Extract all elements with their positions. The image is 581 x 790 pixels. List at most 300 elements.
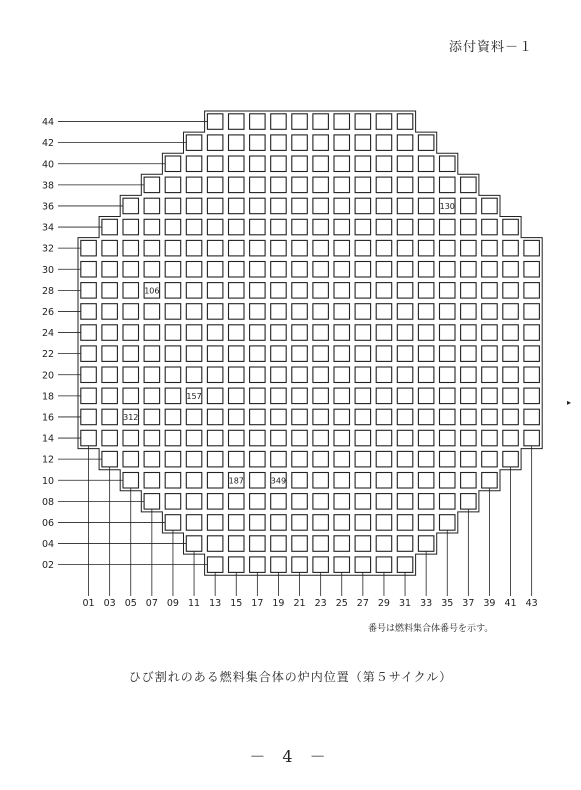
fuel-assembly (229, 515, 245, 531)
fuel-assembly (397, 240, 413, 256)
column-label: 09 (166, 598, 179, 609)
fuel-assembly (81, 240, 97, 256)
column-label: 39 (483, 598, 496, 609)
fuel-assembly (123, 346, 139, 362)
fuel-assembly (503, 388, 519, 404)
fuel-assembly (397, 388, 413, 404)
fuel-assembly (376, 515, 392, 531)
fuel-assembly (165, 388, 181, 404)
fuel-assembly (81, 325, 97, 341)
fuel-assembly (334, 515, 350, 531)
fuel-assembly (397, 346, 413, 362)
fuel-assembly (440, 388, 456, 404)
fuel-assembly (271, 388, 287, 404)
row-label: 22 (42, 349, 55, 361)
fuel-assembly (250, 494, 266, 510)
fuel-assembly (418, 240, 434, 256)
column-label: 15 (230, 598, 243, 609)
fuel-assembly (418, 536, 434, 552)
fuel-assembly (207, 494, 223, 510)
fuel-assembly (355, 409, 371, 425)
row-label: 24 (42, 328, 55, 340)
fuel-assembly (355, 304, 371, 320)
fuel-assembly (397, 494, 413, 510)
fuel-assembly (165, 304, 181, 320)
fuel-assembly (81, 262, 97, 278)
fuel-assembly (292, 536, 308, 552)
fuel-assembly (313, 114, 329, 130)
fuel-assembly (461, 473, 477, 489)
row-label: 20 (42, 370, 55, 382)
fuel-assembly (313, 219, 329, 235)
fuel-assembly (376, 283, 392, 299)
row-label: 38 (42, 180, 55, 192)
fuel-assembly (123, 367, 139, 383)
fuel-assembly (123, 283, 139, 299)
fuel-assembly (292, 198, 308, 214)
fuel-assembly (292, 494, 308, 510)
fuel-assembly (418, 367, 434, 383)
fuel-assembly (334, 367, 350, 383)
fuel-assembly (376, 177, 392, 193)
fuel-assembly (271, 198, 287, 214)
row-label: 02 (42, 560, 55, 572)
fuel-assembly (482, 262, 498, 278)
fuel-assembly (376, 409, 392, 425)
fuel-assembly (271, 219, 287, 235)
fuel-assembly (207, 536, 223, 552)
fuel-assembly (123, 304, 139, 320)
fuel-assembly (461, 325, 477, 341)
fuel-assembly (524, 388, 540, 404)
fuel-assembly (313, 304, 329, 320)
fuel-assembly (186, 409, 202, 425)
fuel-assembly (440, 219, 456, 235)
fuel-assembly (503, 219, 519, 235)
fuel-assembly (355, 219, 371, 235)
fuel-assembly (292, 515, 308, 531)
fuel-assembly (123, 430, 139, 446)
fuel-assembly (292, 557, 308, 573)
column-label: 37 (462, 598, 475, 609)
fuel-assembly (397, 283, 413, 299)
fuel-assembly (229, 283, 245, 299)
fuel-assembly (250, 325, 266, 341)
fuel-assembly (271, 557, 287, 573)
fuel-assembly (418, 325, 434, 341)
fuel-assembly (292, 304, 308, 320)
fuel-assembly (334, 325, 350, 341)
fuel-assembly (355, 430, 371, 446)
fuel-assembly (292, 240, 308, 256)
fuel-assembly (440, 156, 456, 172)
fuel-assembly (250, 283, 266, 299)
cracked-assembly-number: 106 (144, 286, 160, 296)
fuel-assembly (207, 304, 223, 320)
row-label: 44 (42, 117, 55, 129)
fuel-assembly (186, 367, 202, 383)
fuel-assembly (102, 451, 118, 467)
fuel-assembly (418, 515, 434, 531)
fuel-assembly (250, 114, 266, 130)
fuel-assembly (123, 473, 139, 489)
fuel-assembly (102, 388, 118, 404)
fuel-assembly (461, 494, 477, 510)
fuel-assembly (418, 219, 434, 235)
fuel-assembly (334, 177, 350, 193)
column-label: 13 (209, 598, 222, 609)
fuel-assembly (250, 262, 266, 278)
fuel-assembly (313, 430, 329, 446)
fuel-assembly (397, 325, 413, 341)
fuel-assembly (186, 494, 202, 510)
fuel-assembly (207, 430, 223, 446)
fuel-assembly (207, 177, 223, 193)
note-text: 番号は燃料集合体番号を示す。 (368, 624, 494, 634)
fuel-assembly (440, 177, 456, 193)
fuel-assembly (165, 473, 181, 489)
fuel-assembly (81, 430, 97, 446)
fuel-assembly (229, 494, 245, 510)
fuel-assembly (397, 262, 413, 278)
fuel-assembly (355, 494, 371, 510)
fuel-assembly (355, 283, 371, 299)
fuel-assembly (144, 304, 160, 320)
fuel-assembly (144, 325, 160, 341)
fuel-assembly (376, 114, 392, 130)
row-label: 40 (42, 159, 55, 171)
fuel-assembly (440, 409, 456, 425)
fuel-assembly (250, 135, 266, 151)
fuel-assembly (186, 451, 202, 467)
fuel-assembly (144, 430, 160, 446)
fuel-assembly (144, 473, 160, 489)
fuel-assembly (313, 135, 329, 151)
fuel-assembly (397, 367, 413, 383)
fuel-assembly (313, 557, 329, 573)
fuel-assembly (440, 325, 456, 341)
fuel-assembly (81, 409, 97, 425)
fuel-assembly (482, 430, 498, 446)
fuel-assembly (482, 451, 498, 467)
fuel-assembly (186, 219, 202, 235)
fuel-assembly (376, 494, 392, 510)
fuel-assembly (355, 114, 371, 130)
cracked-assembly-number: 187 (228, 476, 244, 486)
fuel-assembly (397, 430, 413, 446)
fuel-assembly (334, 262, 350, 278)
fuel-assembly (397, 219, 413, 235)
fuel-assembly (334, 430, 350, 446)
fuel-assembly (376, 219, 392, 235)
fuel-assembly (229, 114, 245, 130)
fuel-assembly (313, 388, 329, 404)
fuel-assembly (250, 388, 266, 404)
fuel-assembly (207, 283, 223, 299)
fuel-assembly (440, 262, 456, 278)
fuel-assembly (165, 219, 181, 235)
fuel-assembly (313, 451, 329, 467)
fuel-assembly (503, 346, 519, 362)
fuel-assembly (355, 156, 371, 172)
fuel-assembly (229, 557, 245, 573)
fuel-assembly (81, 283, 97, 299)
fuel-assembly (482, 283, 498, 299)
fuel-assembly (334, 304, 350, 320)
fuel-assembly (250, 515, 266, 531)
fuel-assembly (250, 156, 266, 172)
fuel-assembly (250, 430, 266, 446)
fuel-assembly (397, 473, 413, 489)
fuel-assembly (250, 240, 266, 256)
fuel-assembly (186, 135, 202, 151)
column-label: 27 (356, 598, 369, 609)
fuel-assembly (334, 283, 350, 299)
fuel-assembly (186, 515, 202, 531)
fuel-assembly (81, 346, 97, 362)
fuel-assembly (102, 219, 118, 235)
fuel-assembly (313, 156, 329, 172)
fuel-assembly (102, 430, 118, 446)
fuel-assembly (376, 304, 392, 320)
fuel-assembly (334, 156, 350, 172)
fuel-assembly (123, 451, 139, 467)
column-label: 17 (251, 598, 264, 609)
fuel-assembly (334, 388, 350, 404)
fuel-assembly (376, 325, 392, 341)
fuel-assembly (461, 430, 477, 446)
fuel-assembly (271, 494, 287, 510)
fuel-assembly (144, 451, 160, 467)
fuel-assembly (144, 388, 160, 404)
fuel-assembly (482, 219, 498, 235)
fuel-assembly (376, 430, 392, 446)
fuel-assembly (355, 515, 371, 531)
fuel-assembly (292, 388, 308, 404)
fuel-assembly (271, 283, 287, 299)
fuel-assembly (292, 409, 308, 425)
fuel-assembly (81, 367, 97, 383)
fuel-assembly (524, 430, 540, 446)
fuel-assembly (376, 388, 392, 404)
fuel-assembly (123, 198, 139, 214)
fuel-assembly (165, 494, 181, 510)
cracked-assembly-number: 130 (439, 201, 455, 211)
fuel-assembly (397, 198, 413, 214)
fuel-assembly (397, 557, 413, 573)
fuel-assembly (229, 135, 245, 151)
fuel-assembly (313, 409, 329, 425)
fuel-assembly (271, 430, 287, 446)
fuel-assembly (271, 304, 287, 320)
fuel-assembly (144, 367, 160, 383)
attachment-label: 添付資料－１ (448, 40, 533, 55)
fuel-assembly (376, 156, 392, 172)
fuel-assembly (376, 473, 392, 489)
fuel-assembly (292, 114, 308, 130)
fuel-assembly (397, 156, 413, 172)
fuel-assembly (271, 409, 287, 425)
fuel-assembly (334, 346, 350, 362)
fuel-assembly (165, 346, 181, 362)
fuel-assembly (271, 325, 287, 341)
fuel-assembly (355, 451, 371, 467)
fuel-assembly (81, 304, 97, 320)
fuel-assembly (440, 240, 456, 256)
fuel-assembly (461, 451, 477, 467)
fuel-assembly (292, 473, 308, 489)
fuel-assembly (524, 325, 540, 341)
fuel-assembly (313, 473, 329, 489)
fuel-assembly (207, 156, 223, 172)
fuel-assembly (482, 409, 498, 425)
fuel-assembly (313, 536, 329, 552)
fuel-assembly (102, 367, 118, 383)
fuel-assembly (186, 177, 202, 193)
column-label: 25 (335, 598, 348, 609)
fuel-assembly (418, 156, 434, 172)
fuel-assembly (102, 283, 118, 299)
fuel-assembly (461, 219, 477, 235)
fuel-assembly (292, 283, 308, 299)
fuel-assembly (165, 515, 181, 531)
fuel-assembly (418, 494, 434, 510)
fuel-assembly (418, 262, 434, 278)
column-label: 29 (377, 598, 390, 609)
fuel-assembly (355, 557, 371, 573)
fuel-assembly (250, 451, 266, 467)
fuel-assembly (207, 219, 223, 235)
fuel-assembly (461, 283, 477, 299)
fuel-assembly (271, 451, 287, 467)
fuel-assembly (186, 346, 202, 362)
fuel-assembly (186, 304, 202, 320)
row-label: 08 (42, 496, 55, 508)
fuel-assembly (418, 473, 434, 489)
fuel-assembly (229, 536, 245, 552)
fuel-assembly (292, 156, 308, 172)
margin-arrow-icon: ▸ (567, 398, 572, 407)
row-label: 04 (42, 539, 55, 551)
fuel-assembly (376, 198, 392, 214)
fuel-assembly (418, 135, 434, 151)
fuel-assembly (207, 135, 223, 151)
fuel-assembly (207, 240, 223, 256)
column-label: 33 (420, 598, 433, 609)
fuel-assembly (292, 430, 308, 446)
fuel-assembly (165, 283, 181, 299)
fuel-assembly (397, 515, 413, 531)
column-label: 23 (314, 598, 327, 609)
fuel-assembly (355, 262, 371, 278)
fuel-assembly (250, 473, 266, 489)
fuel-assembly (102, 240, 118, 256)
fuel-assembly (229, 325, 245, 341)
fuel-assembly (229, 198, 245, 214)
fuel-assembly (186, 198, 202, 214)
cracked-assembly-number: 349 (270, 476, 287, 486)
fuel-assembly (397, 304, 413, 320)
fuel-assembly (524, 283, 540, 299)
row-label: 16 (42, 412, 55, 424)
fuel-assembly (524, 262, 540, 278)
fuel-assembly (503, 367, 519, 383)
fuel-assembly (334, 409, 350, 425)
fuel-assembly (229, 367, 245, 383)
column-label: 05 (124, 598, 137, 609)
fuel-assembly (440, 283, 456, 299)
fuel-assembly (376, 451, 392, 467)
fuel-assembly (207, 325, 223, 341)
row-label: 32 (42, 243, 55, 255)
fuel-assembly (229, 262, 245, 278)
fuel-assembly (229, 219, 245, 235)
fuel-assembly (355, 240, 371, 256)
fuel-assembly (397, 409, 413, 425)
fuel-assembly (81, 388, 97, 404)
fuel-assembly (418, 304, 434, 320)
fuel-assembly (207, 557, 223, 573)
fuel-assembly (292, 325, 308, 341)
fuel-assembly (334, 114, 350, 130)
fuel-assembly (229, 409, 245, 425)
fuel-assembly (186, 325, 202, 341)
fuel-assembly (461, 367, 477, 383)
fuel-assembly (355, 367, 371, 383)
fuel-assembly (440, 515, 456, 531)
fuel-assembly (397, 177, 413, 193)
fuel-assembly (355, 198, 371, 214)
fuel-assembly (440, 494, 456, 510)
fuel-assembly (482, 240, 498, 256)
fuel-assembly (271, 240, 287, 256)
fuel-assembly (440, 304, 456, 320)
fuel-assembly (165, 262, 181, 278)
fuel-assembly (313, 367, 329, 383)
fuel-assembly (334, 451, 350, 467)
row-label: 14 (42, 433, 55, 445)
fuel-assembly (376, 135, 392, 151)
fuel-assembly (207, 346, 223, 362)
fuel-assembly (186, 262, 202, 278)
row-label: 34 (42, 222, 55, 234)
fuel-assembly (271, 515, 287, 531)
fuel-assembly (123, 262, 139, 278)
fuel-assembly (250, 346, 266, 362)
fuel-assembly (229, 156, 245, 172)
fuel-assembly (355, 536, 371, 552)
row-label: 18 (42, 391, 55, 403)
fuel-assembly (165, 325, 181, 341)
fuel-assembly (207, 409, 223, 425)
fuel-assembly (376, 346, 392, 362)
fuel-assembly (524, 346, 540, 362)
fuel-assembly (482, 304, 498, 320)
fuel-assembly (355, 135, 371, 151)
fuel-assembly (334, 536, 350, 552)
fuel-assembly (313, 346, 329, 362)
row-label: 30 (42, 264, 55, 276)
fuel-assembly (250, 219, 266, 235)
fuel-assembly (186, 156, 202, 172)
fuel-assembly (144, 198, 160, 214)
fuel-assembly (482, 473, 498, 489)
column-label: 35 (441, 598, 454, 609)
fuel-assembly (229, 451, 245, 467)
fuel-assembly (271, 367, 287, 383)
fuel-assembly (503, 430, 519, 446)
fuel-assembly (250, 367, 266, 383)
